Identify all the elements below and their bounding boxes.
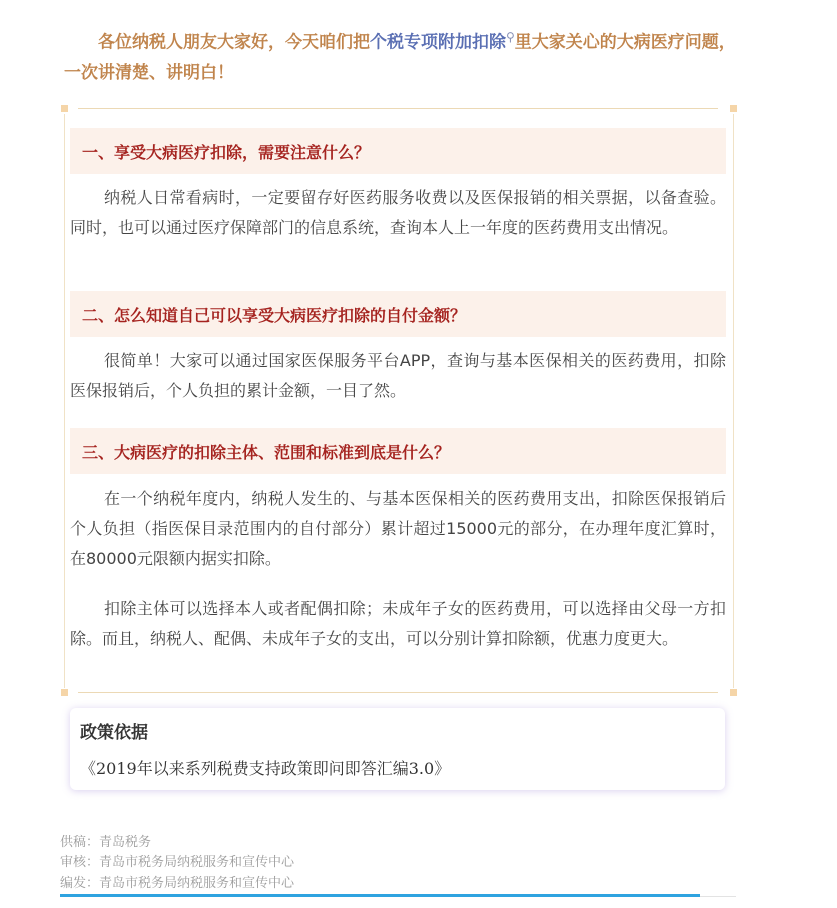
- intro-text-part1: 各位纳税人朋友大家好，今天咱们把: [98, 32, 370, 53]
- section-paragraph: 在一个纳税年度内，纳税人发生的、与基本医保相关的医药费用支出，扣除医保报销后个人负担（指医保目录范围内的自付部分）累计超过15000元的部分，在办理年度汇算时，在80000元限额内据实扣除。: [70, 489, 726, 568]
- section-paragraph: 扣除主体可以选择本人或者配偶扣除；未成年子女的医药费用，可以选择由父母一方扣除。而且，纳税人、配偶、未成年子女的支出，可以分别计算扣除额，优惠力度更大。: [70, 599, 726, 648]
- credit-source: 供稿：青岛税务: [60, 835, 152, 850]
- frame-corner-dot: [61, 689, 68, 696]
- section-paragraph: 很简单！大家可以通过国家医保服务平台APP，查询与基本医保相关的医药费用，扣除医保报销后，个人负担的累计金额，一目了然。: [70, 351, 726, 400]
- frame-divider-top: [78, 108, 718, 109]
- magnifier-icon[interactable]: ⚲: [506, 30, 515, 44]
- section-heading: 二、怎么知道自己可以享受大病医疗扣除的自付金额？: [70, 291, 726, 337]
- credit-editor: 编发：青岛市税务局纳税服务和宣传中心: [60, 876, 295, 891]
- policy-title: 政策依据: [80, 723, 148, 743]
- frame-side-left: [64, 114, 65, 688]
- footer-accent-bar: [60, 894, 700, 897]
- policy-basis-card: [70, 708, 725, 790]
- frame-corner-dot: [730, 689, 737, 696]
- frame-side-right: [733, 114, 734, 688]
- frame-corner-dot: [61, 105, 68, 112]
- policy-document-title: 《2019年以来系列税费支持政策即问即答汇编3.0》: [80, 759, 451, 778]
- credit-reviewer: 审核：青岛市税务局纳税服务和宣传中心: [60, 855, 295, 870]
- section-paragraph: 纳税人日常看病时，一定要留存好医药服务收费以及医保报销的相关票据，以备查验。同时，也可以通过医疗保障部门的信息系统，查询本人上一年度的医药费用支出情况。: [70, 188, 726, 237]
- frame-divider-bottom: [78, 692, 718, 693]
- frame-corner-dot: [730, 105, 737, 112]
- section-heading: 一、享受大病医疗扣除，需要注意什么？: [70, 128, 726, 174]
- intro-paragraph: [64, 22, 744, 88]
- tax-deduction-link[interactable]: 个税专项附加扣除: [370, 32, 506, 53]
- intro-text-part2: 里大家关心的大病医疗问题，一次讲清楚、讲明白！: [64, 32, 736, 83]
- section-heading: 三、大病医疗的扣除主体、范围和标准到底是什么？: [70, 428, 726, 474]
